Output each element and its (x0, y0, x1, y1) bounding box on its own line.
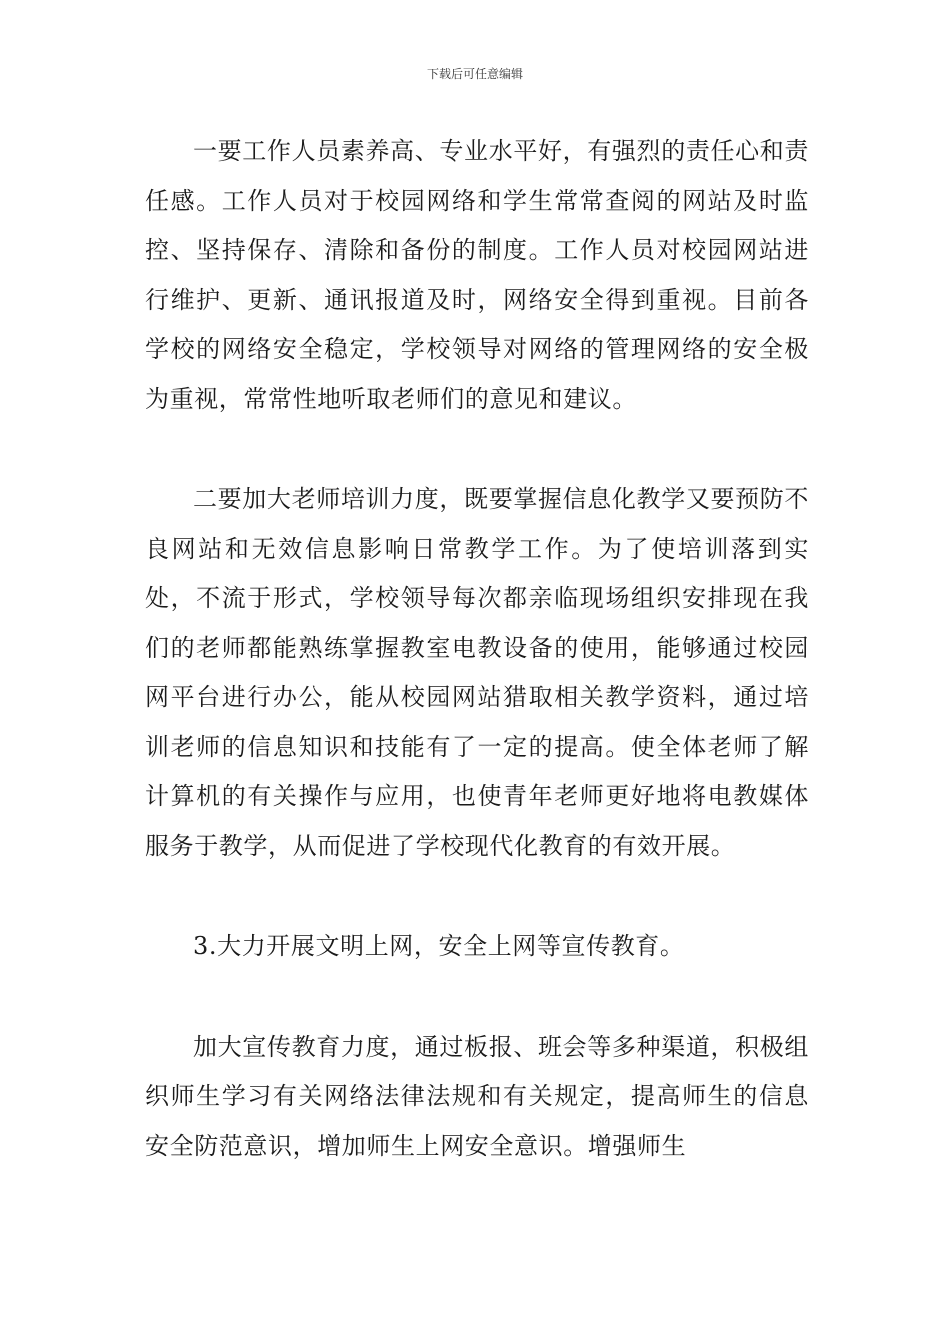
paragraph-staff-quality: 一要工作人员素养高、专业水平好，有强烈的责任心和责任感。工作人员对于校园网络和学生常常查阅的网站及时监控、坚持保存、清除和备份的制度。工作人员对校园网站进行维护、更新、通讯报道及时，网络安全得到重视。目前各学校的网络安全稳定，学校领导对网络的管理网络的安全极为重视，常常性地听取老师们的意见和建议。 (145, 137, 809, 413)
paragraph-gap (145, 424, 809, 475)
paragraph-publicity-education: 加大宣传教育力度，通过板报、班会等多种渠道，积极组织师生学习有关网络法律法规和有关规定，提高师生的信息安全防范意识，增加师生上网安全意识。增强师生 (145, 1032, 809, 1160)
paragraph-gap (145, 871, 809, 922)
paragraph-gap (145, 972, 809, 1023)
paragraph-teacher-training: 二要加大老师培训力度，既要掌握信息化教学又要预防不良网站和无效信息影响日常教学工作。为了使培训落到实处，不流于形式，学校领导每次都亲临现场组织安排现在我们的老师都能熟练掌握教室电教设备的使用，能够通过校园网平台进行办公，能从校园网站猎取相关教学资料，通过培训老师的信息知识和技能有了一定的提高。使全体老师了解计算机的有关操作与应用，也使青年老师更好地将电教媒体服务于教学，从而促进了学校现代化教育的有效开展。 (145, 485, 809, 860)
page-header: 下载后可任意编辑 (426, 67, 523, 81)
section-heading-civilized-internet: 3.大力开展文明上网，安全上网等宣传教育。 (193, 932, 685, 960)
document-body (145, 127, 809, 1171)
